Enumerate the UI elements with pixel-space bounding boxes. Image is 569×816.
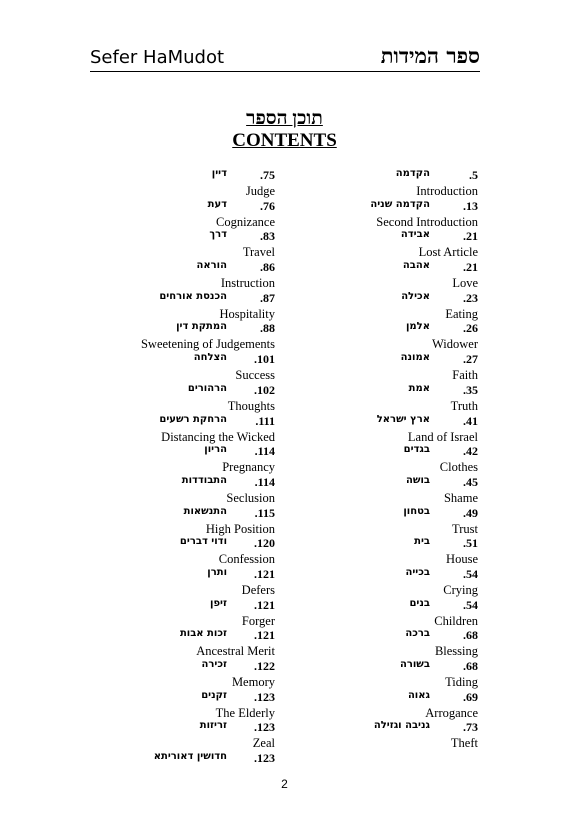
toc-page-number: .102 xyxy=(254,382,275,397)
toc-hebrew-title: הוראה xyxy=(196,260,227,272)
toc-entry xyxy=(298,321,478,352)
toc-entry xyxy=(298,720,478,751)
toc-page-number: .88 xyxy=(260,321,275,336)
toc-entry xyxy=(95,383,275,414)
toc-entry xyxy=(298,168,478,199)
toc-english-title: Lost Article xyxy=(418,245,478,260)
toc-english-title: The Elderly xyxy=(215,705,275,720)
toc-hebrew-title: גאוה xyxy=(407,689,430,701)
toc-left-column xyxy=(95,168,275,782)
toc-english-title: Judge xyxy=(245,184,275,198)
toc-english-title: Children xyxy=(434,613,478,628)
toc-english-title: Blessing xyxy=(434,644,478,659)
toc-english-title: Pregnancy xyxy=(222,460,275,475)
page-number: 2 xyxy=(281,777,288,791)
toc-entry xyxy=(95,321,275,352)
toc-english-title: Distancing the Wicked xyxy=(161,429,275,444)
toc-page-number: .86 xyxy=(260,260,275,275)
toc-entry xyxy=(298,536,478,567)
toc-hebrew-title: אמונה xyxy=(400,352,430,364)
toc-entry xyxy=(95,567,275,598)
toc-english-title: Travel xyxy=(242,245,275,260)
toc-entry xyxy=(298,352,478,383)
toc-english-title: Arrogance xyxy=(425,705,478,720)
toc-hebrew-title: ודוי דברים xyxy=(179,536,227,548)
toc-hebrew-title: דעת xyxy=(207,198,227,210)
toc-entry xyxy=(298,659,478,690)
toc-hebrew-title: התבודדות xyxy=(181,474,227,486)
toc-entry xyxy=(95,536,275,567)
toc-hebrew-title: זיפן xyxy=(210,597,227,609)
toc-english-title: Truth xyxy=(450,398,478,413)
toc-entry xyxy=(95,199,275,230)
toc-entry xyxy=(298,598,478,629)
toc-entry xyxy=(298,628,478,659)
toc-page-number: .75 xyxy=(260,168,275,182)
toc-page-number: .13 xyxy=(463,198,478,213)
toc-entry xyxy=(298,383,478,414)
toc-page-number: .121 xyxy=(254,566,275,581)
toc-english-title: Faith xyxy=(452,368,478,383)
toc-hebrew-title: אבידה xyxy=(400,229,430,241)
toc-page-number: .69 xyxy=(463,689,478,704)
toc-english-title: Forger xyxy=(241,613,275,628)
toc-hebrew-title: דרך xyxy=(209,229,227,241)
toc-english-title: Introduction xyxy=(416,184,478,198)
toc-hebrew-title: אהבה xyxy=(402,260,430,272)
toc-english-title: Memory xyxy=(231,675,275,689)
toc-page-number: .54 xyxy=(463,597,478,612)
toc-page-number: .49 xyxy=(463,505,478,520)
toc-page-number: .21 xyxy=(463,229,478,244)
toc-english-title: Instruction xyxy=(220,276,275,291)
toc-entry xyxy=(298,291,478,322)
toc-entry xyxy=(298,475,478,506)
toc-page-number: .23 xyxy=(463,290,478,305)
toc-hebrew-title: הכנסת אורחים xyxy=(159,290,227,302)
toc-page-number: .27 xyxy=(463,352,478,367)
toc-hebrew-title: הרהורים xyxy=(187,382,227,394)
toc-english-title: Defers xyxy=(241,582,275,597)
toc-hebrew-title: גניבה וגזילה xyxy=(373,720,430,732)
toc-page-number: .123 xyxy=(254,720,275,735)
toc-page-number: .121 xyxy=(254,628,275,643)
toc-page-number: .26 xyxy=(463,321,478,336)
toc-page-number: .42 xyxy=(463,444,478,459)
toc-page-number: .5 xyxy=(469,168,478,182)
toc-page-number: .120 xyxy=(254,536,275,551)
toc-page-number: .123 xyxy=(254,751,275,766)
toc-hebrew-title: הרחקת רשעים xyxy=(159,413,227,425)
contents-title-hebrew: תוכן הספר xyxy=(246,108,323,129)
toc-entry xyxy=(298,229,478,260)
toc-hebrew-title: הצלחה xyxy=(193,352,227,364)
toc-entry xyxy=(298,199,478,230)
toc-hebrew-title: אכילה xyxy=(401,290,430,302)
toc-hebrew-title: בושה xyxy=(406,474,430,486)
toc-english-title: Ancestral Merit xyxy=(196,644,275,659)
toc-entry xyxy=(95,659,275,690)
toc-entry xyxy=(95,291,275,322)
toc-hebrew-title: המתקת דין xyxy=(176,321,227,333)
toc-hebrew-title: בטחון xyxy=(403,505,430,517)
toc-entry xyxy=(95,628,275,659)
toc-entry xyxy=(95,598,275,629)
toc-hebrew-title: ותרן xyxy=(207,566,227,578)
toc-page-number: .51 xyxy=(463,536,478,551)
toc-english-title: Zeal xyxy=(252,736,275,751)
toc-hebrew-title: הריון xyxy=(204,444,227,456)
toc-entry xyxy=(95,414,275,445)
toc-english-title: Eating xyxy=(445,306,478,321)
toc-hebrew-title: בית xyxy=(414,536,430,548)
toc-english-title: Clothes xyxy=(439,460,478,475)
toc-entry xyxy=(298,444,478,475)
toc-page-number: .68 xyxy=(463,659,478,673)
toc-english-title: Widower xyxy=(431,337,478,352)
toc-hebrew-title: דיין xyxy=(211,168,227,179)
toc-hebrew-title: זכירה xyxy=(201,659,227,670)
toc-hebrew-title: זכות אבות xyxy=(179,628,227,640)
toc-english-title: Land of Israel xyxy=(407,429,478,444)
toc-page-number: .68 xyxy=(463,628,478,643)
toc-page-number: .114 xyxy=(254,444,275,459)
toc-entry xyxy=(95,506,275,537)
toc-right-column xyxy=(298,168,478,751)
toc-entry xyxy=(95,260,275,291)
toc-hebrew-title: בשורה xyxy=(399,659,430,670)
toc-page-number: .83 xyxy=(260,229,275,244)
toc-hebrew-title: בכייה xyxy=(405,566,430,578)
toc-page-number: .115 xyxy=(254,505,275,520)
toc-hebrew-title: זקנים xyxy=(201,689,227,701)
toc-english-title: Confession xyxy=(218,552,275,567)
toc-page-number: .35 xyxy=(463,382,478,397)
toc-page-number: .76 xyxy=(260,198,275,213)
toc-english-title: Hospitality xyxy=(219,306,275,321)
toc-page-number: .101 xyxy=(254,352,275,367)
toc-page-number: .122 xyxy=(254,659,275,673)
toc-english-title: Cognizance xyxy=(215,214,275,229)
toc-entry xyxy=(95,690,275,721)
toc-hebrew-title: התנשאות xyxy=(183,505,227,517)
toc-hebrew-title: ארץ ישראל xyxy=(376,413,430,425)
toc-entry xyxy=(298,567,478,598)
toc-hebrew-title: אמת xyxy=(408,382,430,394)
toc-english-title: Crying xyxy=(443,582,478,597)
toc-page-number: .114 xyxy=(254,474,275,489)
toc-entry xyxy=(298,260,478,291)
toc-page-number: .87 xyxy=(260,290,275,305)
toc-english-title: Thoughts xyxy=(227,398,275,413)
toc-entry xyxy=(95,720,275,751)
toc-entry xyxy=(95,352,275,383)
toc-english-title: Shame xyxy=(443,490,478,505)
toc-english-title: House xyxy=(446,552,478,567)
toc-page-number: .21 xyxy=(463,260,478,275)
toc-hebrew-title: אלמן xyxy=(406,321,430,333)
toc-entry xyxy=(298,506,478,537)
header-title-hebrew: ספר המידות xyxy=(380,43,480,68)
toc-page-number: .41 xyxy=(463,413,478,428)
toc-entry xyxy=(95,229,275,260)
toc-page-number: .121 xyxy=(254,597,275,612)
toc-english-title: Love xyxy=(452,276,478,291)
toc-english-title: High Position xyxy=(205,521,275,536)
toc-hebrew-title: הקדמה שניה xyxy=(370,198,430,210)
toc-entry xyxy=(95,475,275,506)
toc-page-number: .54 xyxy=(463,566,478,581)
toc-hebrew-title: הקדמה xyxy=(395,168,430,179)
toc-english-title: Trust xyxy=(452,521,478,536)
toc-hebrew-title: זריזות xyxy=(199,720,227,732)
toc-english-title: Tiding xyxy=(445,675,478,689)
running-header xyxy=(90,45,480,72)
toc-english-title: Success xyxy=(235,368,275,383)
toc-page-number: .111 xyxy=(255,413,275,428)
toc-english-title: Theft xyxy=(450,736,478,751)
toc-entry xyxy=(95,168,275,199)
toc-hebrew-title: בגדים xyxy=(403,444,430,456)
contents-title-english: CONTENTS xyxy=(232,130,337,151)
toc-entry xyxy=(298,690,478,721)
toc-hebrew-title: ברכה xyxy=(405,628,430,640)
toc-english-title: Seclusion xyxy=(226,490,275,505)
toc-page-number: .73 xyxy=(463,720,478,735)
toc-page-number: .123 xyxy=(254,689,275,704)
toc-english-title: Sweetening of Judgements xyxy=(140,337,275,352)
toc-entry xyxy=(298,414,478,445)
header-title-english: Sefer HaMudot xyxy=(90,47,225,68)
toc-english-title: Second Introduction xyxy=(376,214,478,229)
toc-hebrew-title: בנים xyxy=(409,597,430,609)
toc-page-number: .45 xyxy=(463,474,478,489)
toc-hebrew-title: חדושין דאוריתא xyxy=(153,751,227,763)
toc-entry xyxy=(95,444,275,475)
